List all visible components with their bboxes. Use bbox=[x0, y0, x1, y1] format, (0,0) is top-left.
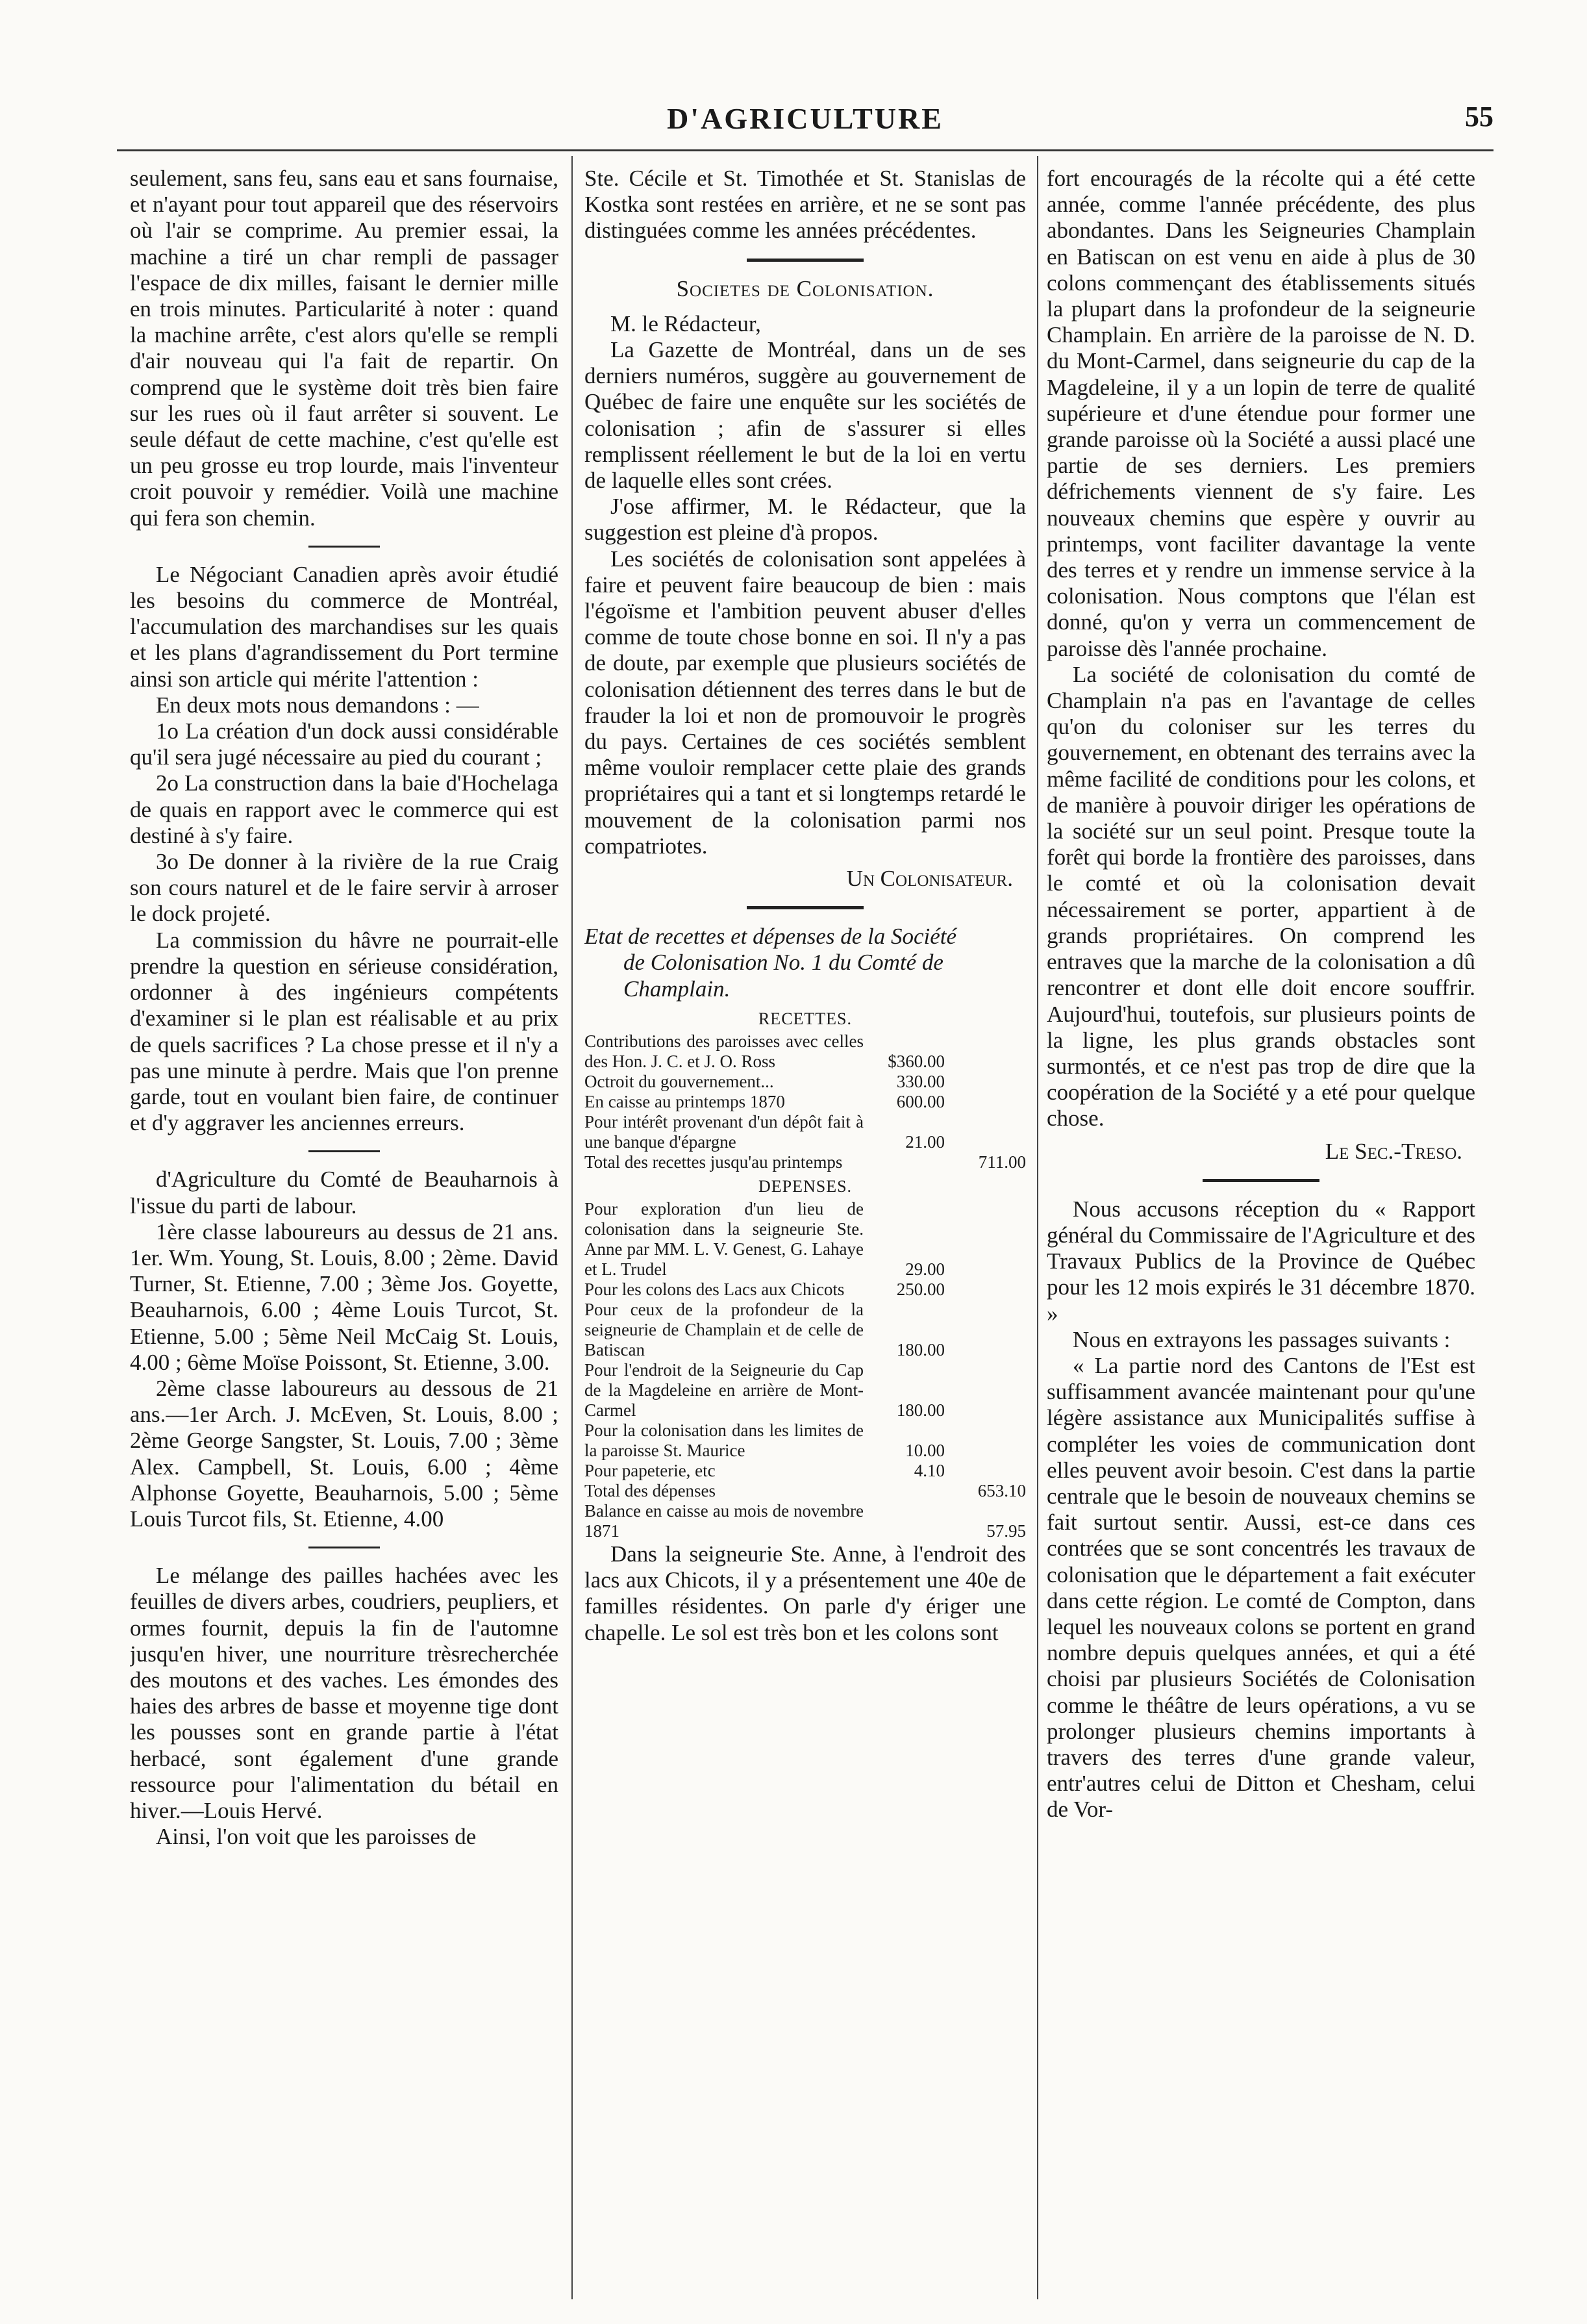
account-row-amount: 10.00 bbox=[905, 1440, 945, 1460]
paragraph: Dans la seigneurie Ste. Anne, à l'endroit des lacs aux Chicots, il y a présentement une 40e de familles résidentes. On parle d'y ériger une chapelle. Le sol est très bon et les colons sont bbox=[584, 1541, 1026, 1645]
paragraph: La Gazette de Montréal, dans un de ses derniers numéros, suggère au gouvernement de Québec de faire une enquête sur les sociétés de colonisation ; afin de s'assurer si elles remplissent réellement le but de la loi en vertu de laquelle elles sont crées. bbox=[584, 337, 1026, 494]
paragraph: Le Négociant Canadien après avoir étudié les besoins du commerce de Montréal, l'accumulation des marchandises sur les quais et les plans d'agrandissement du Port termine ainsi son article qui mérite l'attention : bbox=[130, 561, 558, 692]
running-title: D'AGRICULTURE bbox=[667, 102, 943, 135]
column-2 bbox=[584, 166, 1026, 2257]
account-row-label: Pour exploration d'un lieu de colonisation dans la seigneurie Ste. Anne par MM. L. V. Genest, G. Lahaye et L. Trudel bbox=[584, 1198, 864, 1279]
account-row-label: Pour la colonisation dans les limites de la paroisse St. Maurice bbox=[584, 1420, 864, 1460]
recettes-heading: RECETTES. bbox=[758, 1009, 853, 1028]
account-row-label: Total des dépenses bbox=[584, 1480, 716, 1500]
account-row-amount: 600.00 bbox=[896, 1091, 945, 1111]
paragraph: 2o La construction dans la baie d'Hochelaga de quais en rapport avec le commerce qui est destiné à s'y faire. bbox=[130, 770, 558, 848]
paragraph: Le mélange des pailles hachées avec les feuilles de divers arbes, coudriers, peupliers, et ormes fournit, depuis la fin de l'automne jusqu'en hiver, une nourriture trèsrecherchée des moutons et des vaches. Les émondes des haies des arbres de basse et moyenne tige dont les pousses sont en grande partie à l'état herbacé, sont également d'une grande ressource pour l'alimentation du bétail en hiver.—Louis Hervé. bbox=[130, 1563, 558, 1823]
separator-rule bbox=[308, 1150, 380, 1152]
account-row bbox=[584, 1112, 1026, 1152]
paragraph: En deux mots nous demandons : — bbox=[156, 692, 479, 718]
paragraph: Nous en extrayons les passages suivants : bbox=[1073, 1326, 1451, 1352]
paragraph: 1o La création d'un dock aussi considérable qu'il sera jugé nécessaire au pied du courant ; bbox=[130, 718, 558, 770]
account-row bbox=[584, 1199, 1026, 1280]
separator-rule bbox=[747, 906, 864, 909]
account-row-amount: 180.00 bbox=[896, 1400, 945, 1420]
paragraph: La société de colonisation du comté de Champlain n'a pas en l'avantage de celles qu'on du coloniser sur les terres du gouvernement, en obtenant des terrains avec la même facilité de conditions pour les colons, et de manière à pouvoir diriger les opérations de la société sur un seul point. Presque toute la forêt qui borde la frontière des paroisses, dans le comté et où la colonisation devait nécessairement se porter, appartient à de grands propriétaires. On comprend les entraves que la marche de la colonisation a dû rencontrer et dont elle doit encore souffrir. Aujourd'hui, toutefois, sur plusieurs points de la ligne, les plus grands obstacles sont surmontés, et ce n'est pas trop de dire que la coopération de la Société y a eté pour quelque chose. bbox=[1047, 661, 1475, 1131]
paragraph: fort encouragés de la récolte qui a été cette année, comme l'année précédente, des plus abondantes. Dans les Seigneuries Champlain en Batiscan on est venu en aide à plus de 30 colons commençant des établissements situés la plupart dans la profondeur de la seigneurie Champlain. En arrière de la paroisse de N. D. du Mont-Carmel, dans seigneurie du cap de la Magdeleine, il y a un lopin de terre de qualité supérieure et d'une étendue pour former une grande paroisse où la Société a aussi placé une partie de ses derniers. Les premiers défrichements viennent de s'y faire. Les nouveaux chemins que espère y ouvrir au printemps, vont faciliter davantage la vente des terres et y rendre un immense service à la colonisation. Nous comptons que l'élan est donné, qu'on y verra un commencement de paroisse dès l'année prochaine. bbox=[1047, 166, 1475, 661]
column-rule-left bbox=[571, 156, 573, 2299]
account-row-amount: 653.10 bbox=[977, 1480, 1026, 1500]
paragraph: Nous accusons réception du « Rapport général du Commissaire de l'Agriculture et des Travaux Publics de la Province de Québec pour les 12 mois expirés le 31 décembre 1870. » bbox=[1047, 1196, 1475, 1326]
paragraph: Les sociétés de colonisation sont appelées à faire et peuvent faire beaucoup de bien : mais l'égoïsme et l'ambition peuvent abuser d'elles comme de toute chose bonne en soi. Il n'y a pas de doute, par exemple que plusieurs sociétés de colonisation détiennent des terres dans le but de frauder la loi et non de promouvoir le progrès du pays. Certaines de ces sociétés semblent même vouloir remplacer cette plaie des grands propriétaires qui a tant et si longtemps retardé le mouvement de la colonisation parmi nos compatriotes. bbox=[584, 546, 1026, 859]
account-row bbox=[584, 1031, 1026, 1072]
account-row-label: Balance en caisse au mois de novembre 1871 bbox=[584, 1500, 864, 1541]
paragraph: 2ème classe laboureurs au dessous de 21 ans.—1er Arch. J. McEven, St. Louis, 8.00 ; 2ème George Sangster, St. Louis, 7.00 ; 3ème Alex. Campbell, St. Louis, 6.00 ; 4ème Alphonse Goyette, Beauharnois, 5.00 ; 5ème Louis Turcot fils, St. Etienne, 4.00 bbox=[130, 1375, 558, 1532]
account-row bbox=[584, 1152, 1026, 1172]
paragraph: 3o De donner à la rivière de la rue Craig son cours naturel et de le faire servir à arroser le dock projeté. bbox=[130, 849, 558, 927]
account-row-amount: 21.00 bbox=[905, 1131, 945, 1152]
separator-rule bbox=[1203, 1179, 1319, 1182]
account-row bbox=[584, 1300, 1026, 1360]
paragraph: La commission du hâvre ne pourrait-elle prendre la question en sérieuse considération, ordonner à des ingénieurs compétents d'examiner si le plan est réalisable et au prix de quels sacrifices ? La chose presse et il n'y a pas une minute à perdre. Mais que l'on prenne garde, tout en voulant bien faire, de continuer et d'y aggraver les anciennes erreurs. bbox=[130, 927, 558, 1136]
signature: Un Colonisateur. bbox=[846, 866, 1013, 892]
paragraph: seulement, sans feu, sans eau et sans fournaise, et n'ayant pour tout appareil que des réservoirs où l'air se comprime. Au premier essai, la machine a tiré un char rempli de passager l'espace de dix milles, faisant le dernier mille en trois minutes. Particularité à noter : quand la machine arrête, c'est alors qu'elle se rempli d'air nouveau qui l'a fait de repartir. On comprend que le système doit très bien faire sur les rues où il faut arrêter si souvent. Le seule défaut de cette machine, c'est qu'elle est un peu grosse eu trop lourde, mais l'inventeur croit pouvoir y remédier. Voilà une machine qui fera son chemin. bbox=[130, 166, 558, 531]
account-row-label: Pour ceux de la profondeur de la seigneurie de Champlain et de celle de Batiscan bbox=[584, 1299, 864, 1359]
account-row bbox=[584, 1501, 1026, 1541]
account-row bbox=[584, 1072, 1026, 1092]
column-3 bbox=[1047, 166, 1475, 2257]
page-header bbox=[117, 97, 1493, 151]
signature: Le Sec.-Treso. bbox=[1325, 1138, 1462, 1164]
account-row-label: Total des recettes jusqu'au printemps bbox=[584, 1152, 843, 1172]
column-1 bbox=[130, 166, 558, 2257]
account-title-line-2: de Colonisation No. 1 du Comté de Champlain. bbox=[623, 950, 943, 1002]
account-row-amount: $360.00 bbox=[888, 1051, 945, 1071]
page-number: 55 bbox=[1465, 101, 1493, 133]
account-title bbox=[584, 924, 1026, 1002]
account-row-amount: 711.00 bbox=[978, 1152, 1026, 1172]
account-row bbox=[584, 1461, 1026, 1481]
paragraph: J'ose affirmer, M. le Rédacteur, que la suggestion est pleine d'à propos. bbox=[584, 494, 1026, 546]
depenses-heading: DEPENSES. bbox=[758, 1176, 853, 1196]
account-row-amount: 250.00 bbox=[896, 1279, 945, 1299]
account-row-label: Pour intérêt provenant d'un dépôt fait à une banque d'épargne bbox=[584, 1111, 864, 1152]
paragraph: Ste. Cécile et St. Timothée et St. Stanislas de Kostka sont restées en arrière, et ne se sont pas distinguées comme les années précédentes. bbox=[584, 166, 1026, 244]
account-title-line-1: Etat de recettes et dépenses de la Société bbox=[584, 924, 957, 950]
account-row bbox=[584, 1360, 1026, 1421]
account-row-amount: 29.00 bbox=[905, 1259, 945, 1279]
section-heading: Societes de Colonisation. bbox=[676, 275, 934, 301]
account-row-label: Contributions des paroisses avec celles des Hon. J. C. et J. O. Ross bbox=[584, 1031, 864, 1071]
separator-rule bbox=[308, 1547, 380, 1548]
account-row-amount: 330.00 bbox=[896, 1071, 945, 1091]
account-row bbox=[584, 1092, 1026, 1112]
account-row bbox=[584, 1421, 1026, 1461]
paragraph: d'Agriculture du Comté de Beauharnois à l'issue du parti de labour. bbox=[130, 1167, 558, 1219]
account-statement bbox=[584, 1009, 1026, 1541]
separator-rule bbox=[308, 546, 380, 548]
paragraph: Ainsi, l'on voit que les paroisses de bbox=[156, 1824, 477, 1850]
paragraph: 1ère classe laboureurs au dessus de 21 ans. 1er. Wm. Young, St. Louis, 8.00 ; 2ème. David Turner, St. Etienne, 7.00 ; 3ème Jos. Goyette, Beauharnois, 6.00 ; 4ème Louis Turcot, St. Etienne, 5.00 ; 5ème Neil McCaig St. Louis, 4.00 ; 6ème Moïse Poissont, St. Etienne, 3.00. bbox=[130, 1219, 558, 1375]
recettes-list bbox=[584, 1031, 1026, 1172]
salutation: M. le Rédacteur, bbox=[610, 310, 761, 336]
account-row-amount: 4.10 bbox=[914, 1460, 945, 1480]
column-rule-right bbox=[1037, 156, 1038, 2299]
account-row-amount: 57.95 bbox=[986, 1521, 1026, 1541]
account-row-label: En caisse au printemps 1870 bbox=[584, 1091, 785, 1111]
paragraph: « La partie nord des Cantons de l'Est est suffisamment avancée maintenant pour qu'une légère assistance aux Municipalités suffise à compléter les voies de communication dont elles peuvent avoir besoin. C'est dans la partie centrale que le besoin de nouveaux chemins se fait surtout sentir. Aussi, est-ce dans ces contrées que se sont concentrés les travaux de colonisation que le département a fait exécuter dans cette région. Le comté de Compton, dans lequel les nouveaux colons se portent en grand nombre depuis quelques années, et qui a été choisi par plusieurs Sociétés de Colonisation comme le théâtre de leurs opérations, a vu se prolonger plusieurs chemins importants à travers des terres d'une grande valeur, entr'autres celui de Ditton et Chesham, celui de Vor- bbox=[1047, 1352, 1475, 1823]
account-row bbox=[584, 1481, 1026, 1501]
account-row bbox=[584, 1280, 1026, 1300]
account-row-label: Pour les colons des Lacs aux Chicots bbox=[584, 1279, 845, 1299]
account-row-label: Pour papeterie, etc bbox=[584, 1460, 716, 1480]
account-row-label: Pour l'endroit de la Seigneurie du Cap de la Magdeleine en arrière de Mont-Carmel bbox=[584, 1359, 864, 1420]
account-row-amount: 180.00 bbox=[896, 1339, 945, 1359]
depenses-list bbox=[584, 1199, 1026, 1541]
separator-rule bbox=[747, 259, 864, 262]
account-row-label: Octroit du gouvernement... bbox=[584, 1071, 774, 1091]
